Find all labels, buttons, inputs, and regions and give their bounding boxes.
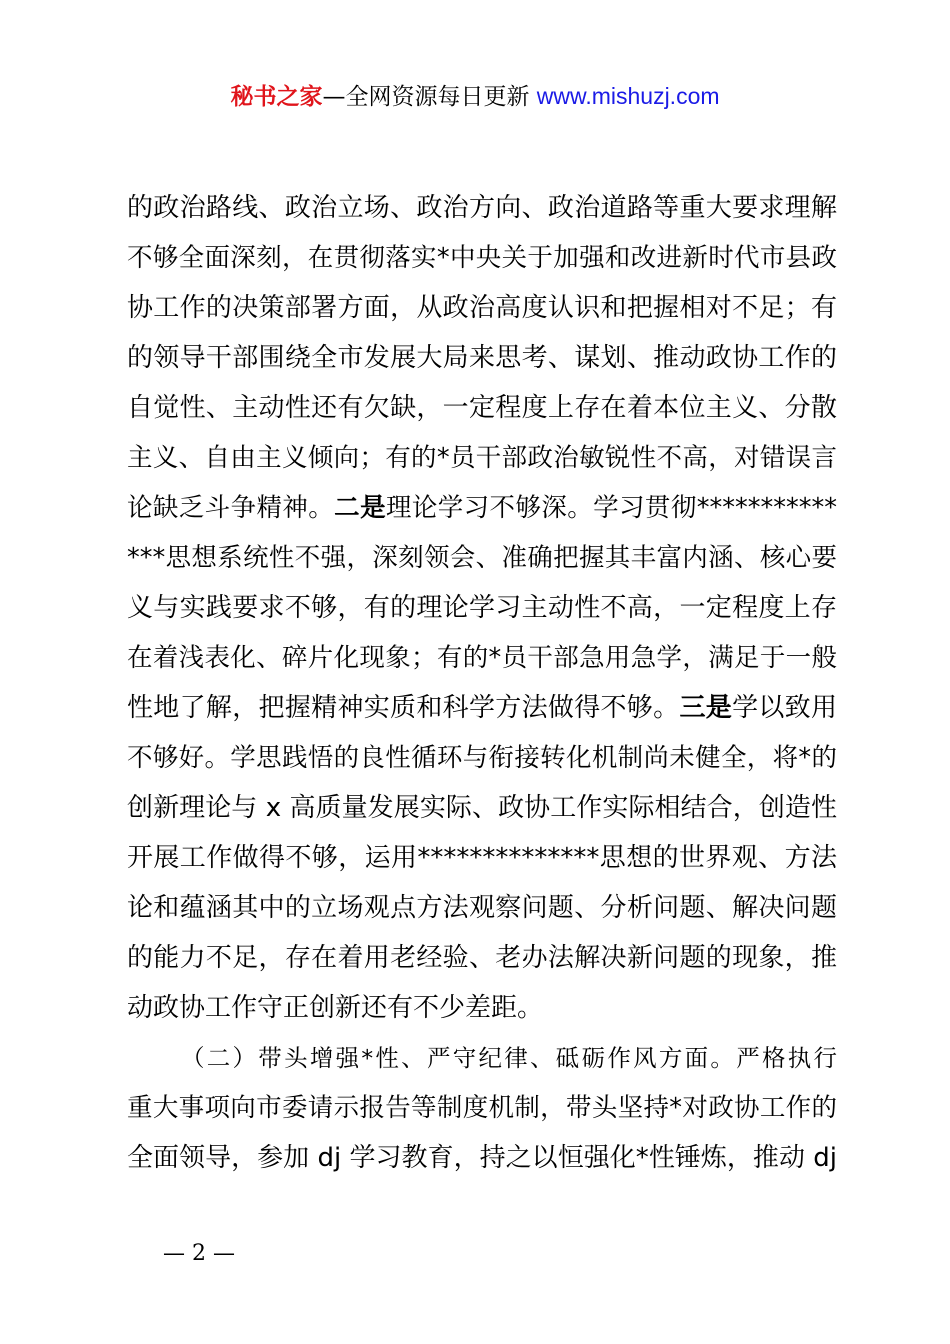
page-number: — 2 — [163,1241,235,1266]
body-line: 全面领导，参加 dj 学习教育，持之以恒强化*性锤炼，推动 dj [127,1143,837,1173]
body-line: 的能力不足，存在着用老经验、老办法解决新问题的现象，推 [127,943,837,973]
body-line: 的政治路线、政治立场、政治方向、政治道路等重大要求理解 [127,193,837,223]
body-line: 不够好。学思践悟的良性循环与衔接转化机制尚未健全，将*的 [127,743,837,773]
point-marker-three: 三是 [679,693,733,723]
site-header [0,80,950,113]
site-url-link[interactable]: www.mishuzj.com [536,83,720,109]
body-text-segment: 性地了解，把握精神实质和科学方法做得不够。 [127,693,680,723]
body-text-segment: 理论学习不够深。学习贯彻*********** [385,493,837,523]
site-tagline: —全网资源每日更新 [322,84,537,110]
body-line: 协工作的决策部署方面，从政治高度认识和把握相对不足；有 [127,293,837,323]
body-line: 义与实践要求不够，有的理论学习主动性不高，一定程度上存 [127,593,837,623]
body-line [127,483,837,533]
document-body [127,183,837,1183]
body-line: ***思想系统性不强，深刻领会、准确把握其丰富内涵、核心要 [127,543,837,573]
body-line: 创新理论与 x 高质量发展实际、政协工作实际相结合，创造性 [127,793,837,823]
body-line: 不够全面深刻，在贯彻落实*中央关于加强和改进新时代市县政 [127,243,837,273]
body-line: 的领导干部围绕全市发展大局来思考、谋划、推动政协工作的 [127,343,837,373]
body-text-segment: 论缺乏斗争精神。 [127,493,335,523]
body-line: 动政协工作守正创新还有不少差距。 [127,993,544,1023]
body-line: 主义、自由主义倾向；有的*员干部政治敏锐性不高，对错误言 [127,443,837,473]
section-heading-line: （二）带头增强*性、严守纪律、砥砺作风方面。严格执行 [181,1044,837,1072]
body-line: 开展工作做得不够，运用**************思想的世界观、方法 [127,843,837,873]
body-text-segment: 学以致用 [732,693,837,723]
point-marker-two: 二是 [334,493,386,523]
body-line: 重大事项向市委请示报告等制度机制，带头坚持*对政协工作的 [127,1093,837,1123]
body-line: 自觉性、主动性还有欠缺，一定程度上存在着本位主义、分散 [127,393,837,423]
body-line [127,683,837,733]
site-brand: 秘书之家 [230,84,323,110]
body-line: 论和蕴涵其中的立场观点方法观察问题、分析问题、解决问题 [127,893,837,923]
body-line: 在着浅表化、碎片化现象；有的*员干部急用急学，满足于一般 [127,643,837,673]
